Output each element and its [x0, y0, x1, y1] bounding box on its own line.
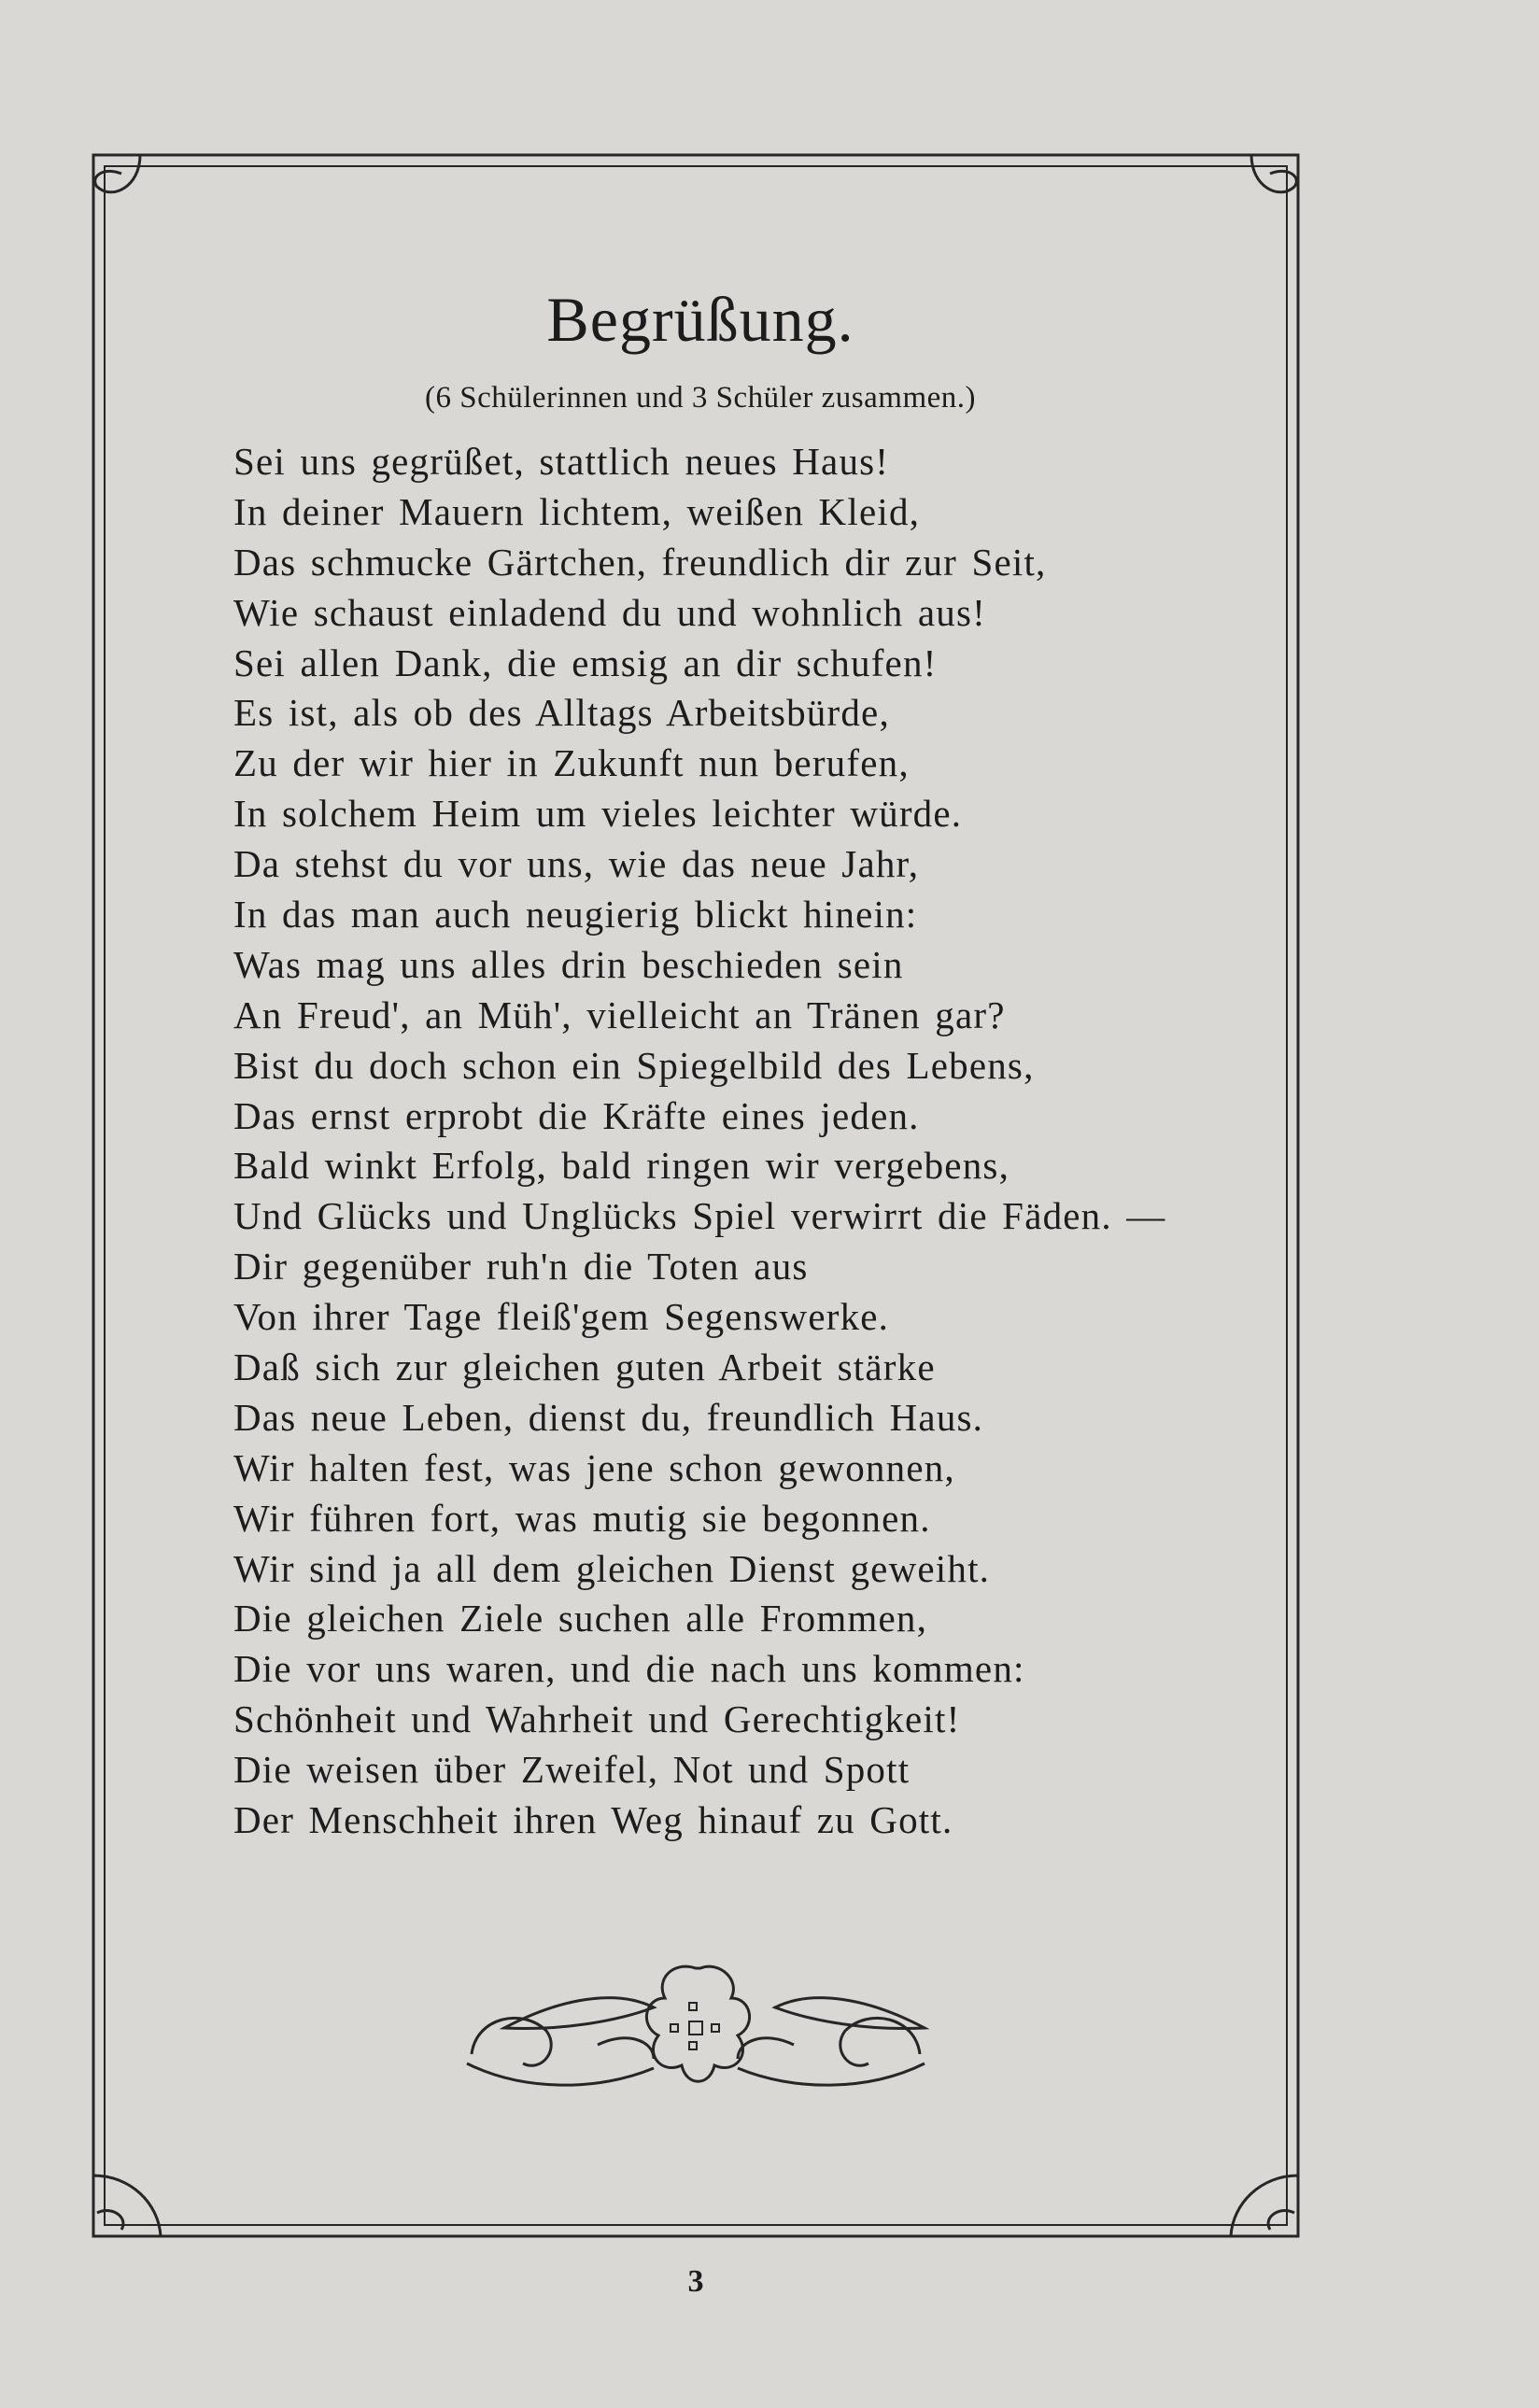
poem-line: Das schmucke Gärtchen, freundlich dir zur Seit,: [233, 540, 1047, 584]
poem-line: Das ernst erprobt die Kräfte eines jeden.: [233, 1093, 920, 1137]
poem-line: Wir halten fest, was jene schon gewonnen,: [233, 1445, 955, 1489]
poem-line: Der Menschheit ihren Weg hinauf zu Gott.: [233, 1798, 953, 1842]
poem-line: Wir sind ja all dem gleichen Dienst geweiht.: [233, 1546, 991, 1590]
poem-line: In solchem Heim um vieles leichter würde.: [233, 792, 963, 836]
corner-scroll-top-left: [93, 155, 140, 192]
poem-line: Die gleichen Ziele suchen alle Frommen,: [233, 1597, 928, 1641]
poem-line: Sei allen Dank, die emsig an dir schufen!: [233, 641, 938, 684]
poem-line: In das man auch neugierig blickt hinein:: [233, 893, 918, 936]
corner-scroll-top-right: [1251, 155, 1298, 192]
poem-line: Schönheit und Wahrheit und Gerechtigkeit!: [233, 1697, 961, 1741]
poem-line: Daß sich zur gleichen guten Arbeit stärke: [233, 1345, 936, 1389]
poem-line: Bald winkt Erfolg, bald ringen wir vergebens,: [233, 1144, 1010, 1188]
corner-scroll-bottom-left: [93, 2176, 161, 2236]
poem-subtitle: (6 Schülerinnen und 3 Schüler zusammen.): [424, 381, 977, 415]
corner-scroll-bottom-right: [1231, 2176, 1298, 2236]
poem-line: An Freud', an Müh', vielleicht an Tränen gar?: [233, 993, 1006, 1036]
floral-ornament: [467, 1966, 925, 2085]
poem-line: Es ist, als ob des Alltags Arbeitsbürde,: [233, 691, 890, 735]
poem-line: Zu der wir hier in Zukunft nun berufen,: [233, 741, 910, 785]
poem-line: Da stehst du vor uns, wie das neue Jahr,: [233, 842, 920, 886]
poem-line: In deiner Mauern lichtem, weißen Kleid,: [233, 489, 921, 533]
poem-line: Wie schaust einladend du und wohnlich aus!: [233, 590, 987, 634]
poem-line: Von ihrer Tage fleiß'gem Segenswerke.: [233, 1295, 890, 1339]
poem-line: Und Glücks und Unglücks Spiel verwirrt die Fäden. —: [233, 1194, 1166, 1238]
poem-line: Dir gegenüber ruh'n die Toten aus: [233, 1245, 809, 1288]
page-number: 3: [687, 2264, 704, 2299]
poem-body: [233, 437, 1242, 1846]
poem-line: Was mag uns alles drin beschieden sein: [233, 942, 904, 986]
poem-line: Sei uns gegrüßet, stattlich neues Haus!: [233, 440, 890, 483]
poem-line: Wir führen fort, was mutig sie begonnen.: [233, 1496, 931, 1540]
poem-line: Die vor uns waren, und die nach uns kommen:: [233, 1647, 1025, 1691]
poem-title: Begrüßung.: [546, 284, 854, 355]
poem-line: Das neue Leben, dienst du, freundlich Haus.: [233, 1395, 984, 1439]
poem-line: Bist du doch schon ein Spiegelbild des Lebens,: [233, 1043, 1035, 1087]
poem-line: Die weisen über Zweifel, Not und Spott: [233, 1748, 911, 1792]
